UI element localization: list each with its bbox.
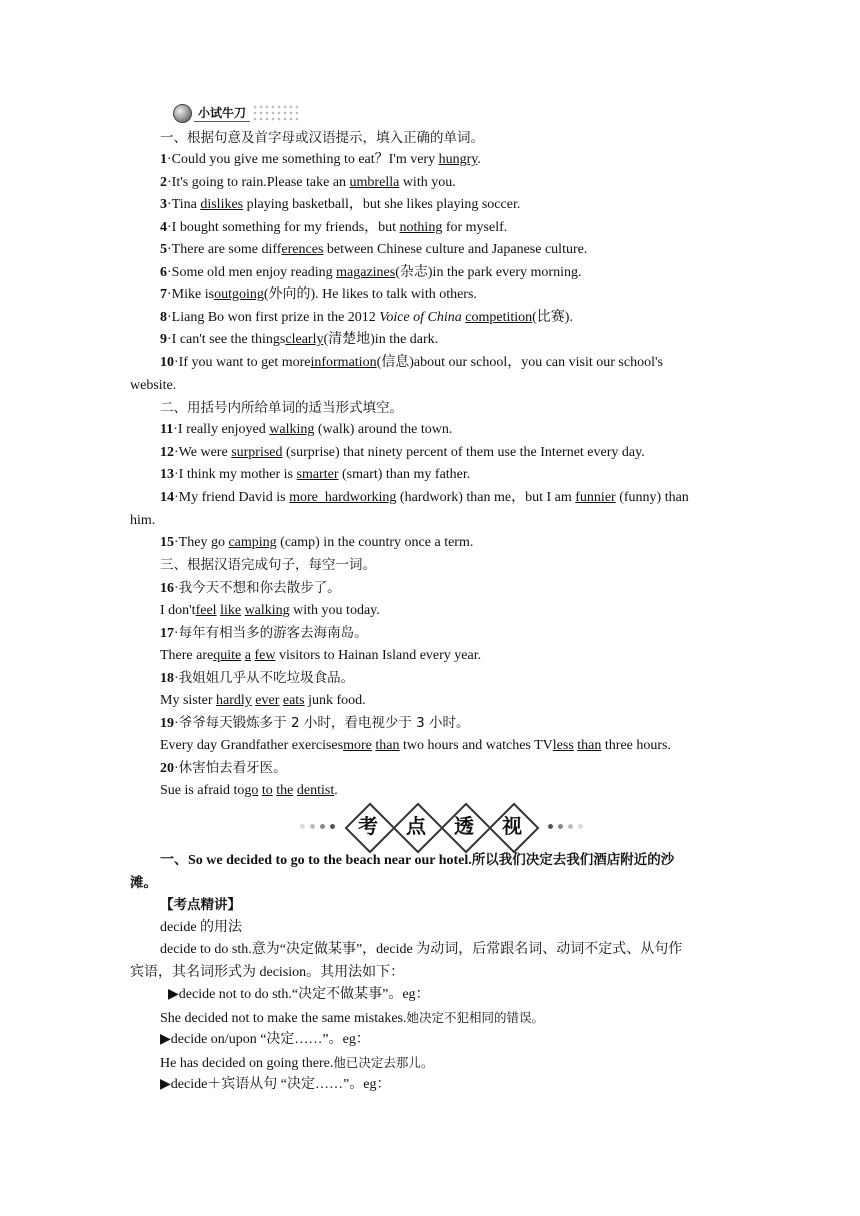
item-answer: the (276, 783, 294, 798)
item-text: (杂志)in the park every morning. (395, 265, 582, 280)
kaodian-line: decide 的用法 (160, 920, 243, 935)
exercise-item (160, 174, 456, 192)
exercise-prompt (160, 714, 470, 733)
kaodian-banner (300, 804, 596, 848)
section-two-heading: 二、用括号内所给单词的适当形式填空。 (160, 400, 403, 416)
item-number: 7 (160, 287, 167, 302)
item-separator: · (174, 445, 179, 460)
item-answer: dentist (296, 783, 335, 798)
item-chinese: 爷爷每天锻炼多于 2 小时，看电视少于 3 小时。 (178, 715, 470, 731)
exercise-item (160, 151, 481, 169)
item-number: 9 (160, 332, 167, 347)
section-three-heading: 三、根据汉语完成句子，每空一词。 (160, 557, 376, 573)
item-answer: go (244, 783, 259, 798)
kaodian-heading-cn: 所以我们决定去我们酒店附近的沙 (471, 852, 675, 868)
item-number: 13 (160, 467, 174, 482)
item-answer: surprised (231, 445, 283, 460)
item-separator: · (173, 422, 178, 437)
example-en: She decided not to make the same mistakes. (160, 1011, 407, 1026)
exercise-answer-line (160, 602, 380, 620)
badge-ball-icon (173, 104, 192, 123)
exercise-item (160, 331, 438, 349)
kaodian-example (160, 1009, 544, 1028)
item-answer: a (244, 648, 251, 663)
item-number: 8 (160, 310, 167, 325)
item-text: (surprise) that ninety percent of them use the Internet every day. (282, 445, 645, 460)
item-chinese: 我今天不想和你去散步了。 (178, 580, 341, 596)
exercise-item (160, 444, 645, 462)
item-answer: ever (255, 693, 280, 708)
item-answer: than (375, 738, 400, 753)
item-number: 4 (160, 220, 167, 235)
item-separator: · (167, 197, 172, 212)
kaodian-bullet: ▶decide not to do sth.“决定不做某事”。eg： (168, 987, 430, 1002)
item-italic: Voice of China (379, 310, 462, 325)
item-text: Mike is (171, 287, 215, 302)
item-text: It's going to rain.Please take an (171, 175, 350, 190)
item-chinese: 休害怕去看牙医。 (178, 760, 287, 776)
exercise-item (160, 264, 581, 282)
exercise-item-cont (130, 512, 155, 530)
item-number: 11 (160, 422, 174, 437)
item-text: visitors to Hainan Island every year. (275, 648, 482, 663)
item-answer: clearly (285, 332, 324, 347)
item-answer: nothing (399, 220, 443, 235)
item-number: 15 (160, 535, 174, 550)
item-separator: · (174, 716, 179, 731)
item-separator: · (174, 490, 179, 505)
item-text: him. (130, 513, 156, 528)
item-number: 17 (160, 626, 174, 641)
item-text: They go (178, 535, 229, 550)
item-answer: outgoing (214, 287, 264, 302)
item-text: Could you give me something to eat？I'm very (171, 152, 439, 167)
item-answer: walking (244, 603, 290, 618)
item-separator: · (174, 581, 179, 596)
item-answer: magazines (336, 265, 396, 280)
item-text: I bought something for my friends，but (171, 220, 400, 235)
item-answer: more (343, 738, 372, 753)
banner-dot (320, 824, 325, 829)
item-answer: quite (213, 648, 242, 663)
item-separator: · (174, 467, 179, 482)
exercise-item (160, 466, 470, 484)
exercise-answer-line (160, 737, 671, 755)
example-cn: 他已决定去那儿。 (333, 1055, 434, 1070)
item-answer: hardly (216, 693, 252, 708)
item-separator: · (174, 761, 179, 776)
item-text: website. (130, 378, 177, 393)
kaodian-heading-en: 一、So we decided to go to the beach near our hotel. (160, 853, 472, 868)
item-text: Tina (171, 197, 201, 212)
item-text: Sue is afraid to (160, 783, 245, 798)
item-number: 14 (160, 490, 174, 505)
item-text: . (477, 152, 481, 167)
item-text: (外向的). He likes to talk with others. (263, 287, 477, 302)
badge-dots-decoration (252, 104, 298, 122)
item-chinese: 我姐姐几乎从不吃垃圾食品。 (178, 670, 355, 686)
item-separator: · (167, 265, 172, 280)
item-separator: · (174, 626, 179, 641)
item-separator: · (174, 535, 179, 550)
banner-dot (578, 824, 583, 829)
item-number: 2 (160, 175, 167, 190)
item-answer: less (552, 738, 574, 753)
item-text: Every day Grandfather exercises (160, 738, 344, 753)
item-text: between Chinese culture and Japanese culture. (323, 242, 588, 257)
item-text: We were (178, 445, 232, 460)
kaodian-bullet: ▶decide on/upon “决定……”。eg： (160, 1032, 370, 1047)
item-text: I think my mother is (178, 467, 297, 482)
item-text: Liang Bo won first prize in the 2012 (171, 310, 380, 325)
item-answer: more_hardworking (289, 490, 397, 505)
exercise-prompt (160, 759, 287, 778)
exercise-item (160, 489, 689, 507)
item-separator: · (167, 287, 172, 302)
item-text: junk food. (304, 693, 366, 708)
item-text: playing basketball，but she likes playing soccer. (243, 197, 521, 212)
banner-dot (568, 824, 573, 829)
item-separator: · (167, 175, 172, 190)
item-text: for myself. (442, 220, 508, 235)
item-answer: than (577, 738, 602, 753)
item-answer: hungry (438, 152, 478, 167)
item-text: (camp) in the country once a term. (276, 535, 474, 550)
item-text: . (334, 783, 338, 798)
kaodian-bullet: ▶decide＋宾语从句 “决定……”。eg： (160, 1077, 391, 1092)
exercise-prompt (160, 624, 368, 643)
banner-char: 点 (406, 814, 426, 838)
item-text: I don't (160, 603, 196, 618)
item-answer: walking (269, 422, 315, 437)
item-number: 6 (160, 265, 167, 280)
item-text: My friend David is (178, 490, 290, 505)
banner-dot (310, 824, 315, 829)
exercise-prompt (160, 669, 354, 688)
item-text: (信息)about our school，you can visit our school's (376, 355, 663, 370)
exercise-item (160, 421, 452, 439)
item-number: 12 (160, 445, 174, 460)
item-text: (walk) around the town. (314, 422, 453, 437)
exercise-item-cont (130, 377, 176, 395)
item-text: with you. (399, 175, 456, 190)
banner-dot (548, 824, 553, 829)
exercise-answer-line (160, 647, 481, 665)
item-answer: dislikes (200, 197, 244, 212)
item-text: I really enjoyed (177, 422, 270, 437)
item-number: 10 (160, 355, 174, 370)
item-text: There are some diff (171, 242, 282, 257)
kaodian-example (160, 1054, 433, 1073)
item-answer: umbrella (349, 175, 400, 190)
item-number: 20 (160, 761, 174, 776)
item-text: Some old men enjoy reading (171, 265, 337, 280)
item-answer: few (254, 648, 276, 663)
item-answer: information (310, 355, 377, 370)
item-answer: competition (465, 310, 533, 325)
item-separator: · (167, 310, 172, 325)
exercise-answer-line (160, 692, 366, 710)
exercise-item (160, 286, 477, 304)
item-separator: · (174, 671, 179, 686)
item-text: two hours and watches TV (399, 738, 553, 753)
exercise-answer-line (160, 782, 338, 800)
item-text: My sister (160, 693, 216, 708)
exercise-item (160, 241, 587, 259)
item-text: three hours. (601, 738, 671, 753)
item-separator: · (167, 332, 172, 347)
item-number: 3 (160, 197, 167, 212)
item-text: There are (160, 648, 214, 663)
item-answer: smarter (296, 467, 339, 482)
item-number: 1 (160, 152, 167, 167)
banner-char: 考 (358, 814, 378, 838)
kaodian-line: decide to do sth.意为“决定做某事”，decide 为动词，后常跟名词、动词不定式、从句作 (160, 942, 683, 957)
banner-char: 透 (454, 814, 474, 838)
item-answer: feel (195, 603, 217, 618)
exercise-item (160, 309, 573, 327)
item-text: with you today. (289, 603, 380, 618)
item-text: If you want to get more (178, 355, 311, 370)
section-badge (173, 104, 298, 122)
exercise-item (160, 219, 507, 237)
item-separator: · (167, 220, 172, 235)
banner-dot (330, 824, 335, 829)
item-chinese: 每年有相当多的游客去海南岛。 (178, 625, 368, 641)
item-number: 16 (160, 581, 174, 596)
item-number: 5 (160, 242, 167, 257)
banner-dot (558, 824, 563, 829)
example-en: He has decided on going there. (160, 1056, 334, 1071)
exercise-item (160, 534, 473, 552)
section-one-heading: 一、根据句意及首字母或汉语提示，填入正确的单词。 (160, 130, 484, 146)
item-text: (funny) than (615, 490, 689, 505)
kaodian-heading (160, 851, 674, 870)
kaodian-subhead: 【考点精讲】 (160, 897, 241, 913)
banner-dot (300, 824, 305, 829)
exercise-item (160, 354, 663, 372)
item-answer: erences (281, 242, 324, 257)
item-text: (比赛). (532, 310, 573, 325)
item-separator: · (174, 355, 179, 370)
item-answer: funnier (575, 490, 616, 505)
banner-char: 视 (502, 814, 522, 838)
item-answer: eats (282, 693, 305, 708)
item-text: (hardwork) than me，but I am (396, 490, 576, 505)
item-text: (smart) than my father. (338, 467, 471, 482)
item-text: I can't see the things (171, 332, 286, 347)
example-cn: 她决定不犯相同的错误。 (406, 1010, 545, 1025)
item-number: 19 (160, 716, 174, 731)
item-text: (清楚地)in the dark. (323, 332, 439, 347)
item-answer: camping (228, 535, 277, 550)
item-answer: like (220, 603, 242, 618)
kaodian-line: 宾语，其名词形式为 decision。其用法如下： (130, 965, 405, 980)
item-number: 18 (160, 671, 174, 686)
item-separator: · (167, 242, 172, 257)
exercise-item (160, 196, 520, 214)
badge-label: 小试牛刀 (194, 104, 250, 122)
kaodian-heading-cont: 滩。 (130, 875, 157, 891)
exercise-prompt (160, 579, 341, 598)
item-answer: to (261, 783, 273, 798)
item-separator: · (167, 152, 172, 167)
